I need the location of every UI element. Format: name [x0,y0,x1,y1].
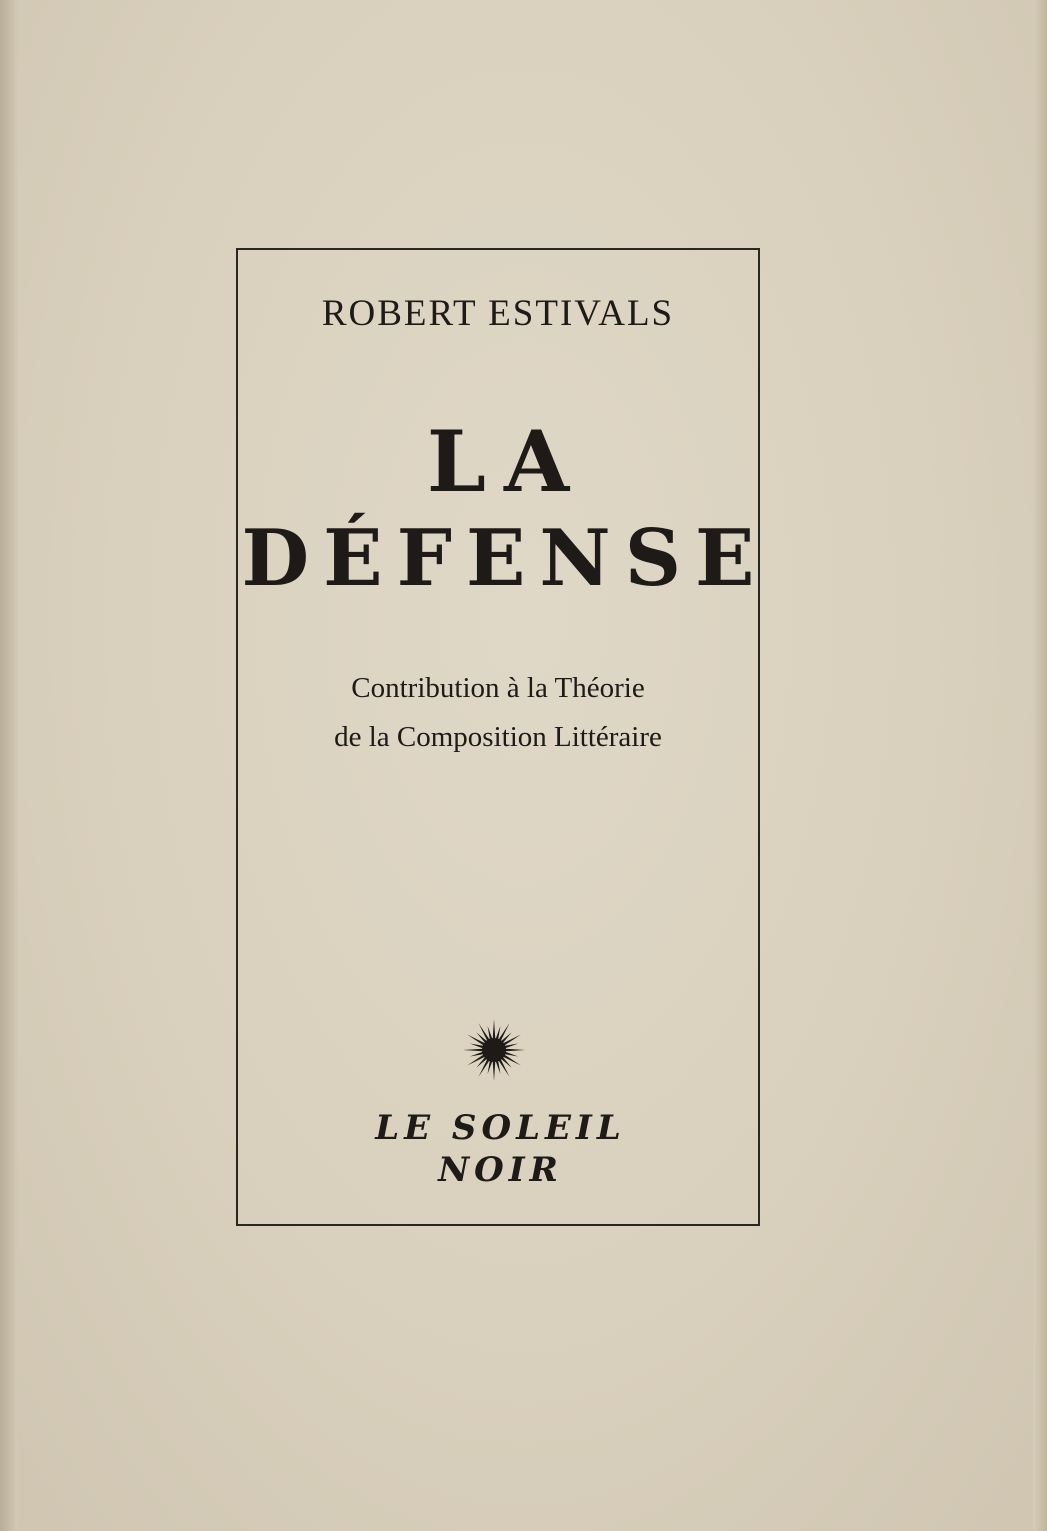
publisher-line-1: LE SOLEIL [375,1108,626,1148]
title-line-1: LA [426,412,588,511]
black-sun-icon [462,1018,526,1082]
sun-ray [488,1026,493,1040]
sun-ray [467,1035,485,1046]
sun-ray [463,1049,483,1052]
sun-ray [479,1059,490,1077]
sun-ray [498,1059,509,1077]
subtitle-line-1: Contribution à la Théorie [351,672,645,704]
cover-left-edge [0,0,18,1531]
sun-ray [493,1061,496,1081]
sun-ray [467,1054,485,1065]
sun-ray [488,1060,493,1074]
sun-ray [470,1052,484,1057]
title-line-2: DÉFENSE [241,513,769,604]
publisher-line-2: NOIR [438,1150,563,1190]
sun-ray [504,1052,518,1057]
sun-ray [496,1026,501,1040]
sun-ray [498,1023,509,1041]
sun-ray [496,1060,501,1074]
sun-ray [493,1019,496,1039]
sun-ray [504,1044,518,1049]
subtitle-line-2: de la Composition Littéraire [334,721,662,753]
sun-ray [503,1035,521,1046]
sun-ray [503,1054,521,1065]
sun-ray [470,1044,484,1049]
author-name: ROBERT ESTIVALS [321,293,675,334]
sun-ray [479,1023,490,1041]
sun-ray [505,1049,525,1052]
cover-right-edge [1033,0,1047,1531]
